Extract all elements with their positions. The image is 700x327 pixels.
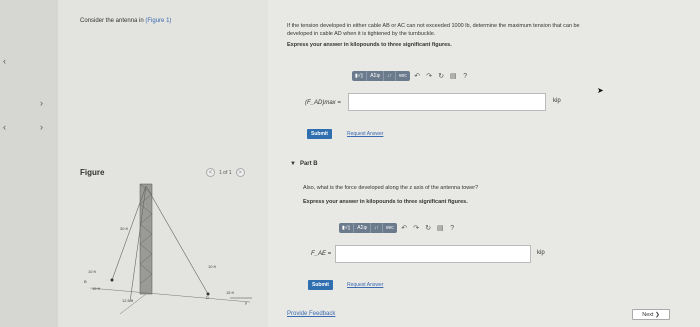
diagram-label-10ft-mid: 10 ft (208, 264, 216, 269)
question-panel (268, 0, 700, 327)
undo-icon[interactable]: ↶ (414, 73, 421, 80)
vector-button[interactable]: vec (398, 73, 407, 79)
redo-icon[interactable]: ↷ (426, 73, 433, 80)
provide-feedback-link[interactable]: Provide Feedback (287, 311, 336, 317)
subscript-button[interactable]: ↓↑ (371, 223, 383, 233)
symbols-button[interactable]: ΑΣφ (367, 71, 384, 81)
part-a-toolbar (352, 70, 470, 82)
collapse-arrow-icon[interactable]: ▼ (290, 161, 296, 167)
next-button[interactable]: Next ❯ (632, 309, 670, 320)
part-b-answer-input[interactable] (335, 245, 531, 263)
figure-pager (206, 168, 245, 177)
left-gutter (0, 0, 58, 327)
keyboard-icon[interactable]: ▤ (449, 73, 457, 80)
mouse-cursor-icon: ➤ (597, 86, 604, 95)
cable-ad (146, 186, 208, 294)
chevron-right-icon[interactable]: › (40, 98, 43, 108)
part-b-request-answer-link[interactable]: Request Answer (347, 282, 384, 288)
problem-line-2: developed in cable AD when it is tightened by the turnbuckle. (287, 31, 436, 37)
part-b-header[interactable] (290, 161, 318, 167)
vector-button[interactable]: vec (385, 225, 394, 231)
part-b-instructions: Express your answer in kilopounds to three significant figures. (303, 199, 468, 205)
undo-icon[interactable]: ↶ (401, 225, 408, 232)
diagram-label-y: y (245, 300, 247, 305)
math-button-group (339, 223, 397, 233)
intro-text (80, 18, 171, 24)
antenna-diagram (80, 180, 270, 320)
diagram-label-30ft: 30 ft (120, 226, 128, 231)
diagram-label-15ft-left: 15 ft (92, 286, 100, 291)
intro-label: Consider the antenna in (80, 18, 144, 24)
diagram-label-10ft-left: 10 ft (88, 269, 96, 274)
math-button-group (352, 71, 410, 81)
template-button[interactable]: ▮√▯ (352, 71, 367, 81)
subscript-button[interactable]: ↓↑ (384, 71, 396, 81)
reset-icon[interactable]: ↻ (438, 73, 445, 80)
chevron-right-icon[interactable]: › (40, 122, 43, 132)
figure-page-count: 1 of 1 (219, 169, 232, 176)
part-b-toolbar (339, 222, 457, 234)
part-a-instructions: Express your answer in kilopounds to three significant figures. (287, 42, 452, 48)
part-b-unit: kip (537, 250, 545, 256)
help-icon[interactable]: ? (450, 224, 455, 232)
part-a-label: (F_AD)max = (305, 100, 341, 106)
redo-icon[interactable]: ↷ (413, 225, 420, 232)
part-b-submit-button[interactable]: Submit (308, 280, 333, 290)
part-b-label: F_AE = (311, 251, 332, 257)
next-figure-button[interactable]: > (236, 168, 245, 177)
symbols-button[interactable]: ΑΣφ (354, 223, 371, 233)
chevron-left-icon[interactable]: ‹ (3, 56, 6, 66)
part-a-submit-button[interactable]: Submit (307, 129, 332, 139)
chevron-left-icon[interactable]: ‹ (3, 122, 6, 132)
diagram-label-b: B (84, 279, 87, 284)
part-a-answer-input[interactable] (348, 93, 546, 111)
part-a-request-answer-link[interactable]: Request Answer (347, 131, 384, 137)
part-b-title: Part B (299, 161, 318, 167)
part-a-unit: kip (553, 98, 561, 104)
problem-line-1: If the tension developed in either cable AB or AC can not exceeded 1000 lb, determine the maximum tension that can be (287, 23, 580, 29)
figure-link[interactable]: (Figure 1) (145, 18, 172, 24)
keyboard-icon[interactable]: ▤ (436, 225, 444, 232)
part-b-question: Also, what is the force developed along the z axis of the antenna tower? (303, 185, 479, 191)
diagram-label-15ft-right: 15 ft (226, 290, 234, 295)
prev-figure-button[interactable]: < (206, 168, 215, 177)
template-button[interactable]: ▮√▯ (339, 223, 354, 233)
help-icon[interactable]: ? (463, 72, 468, 80)
diagram-label-d: D (206, 295, 209, 300)
problem-statement (287, 22, 687, 49)
reset-icon[interactable]: ↻ (425, 225, 432, 232)
figure-label: Figure (80, 168, 105, 177)
diagram-label-12-5ft: 12.5 ft (122, 298, 134, 303)
